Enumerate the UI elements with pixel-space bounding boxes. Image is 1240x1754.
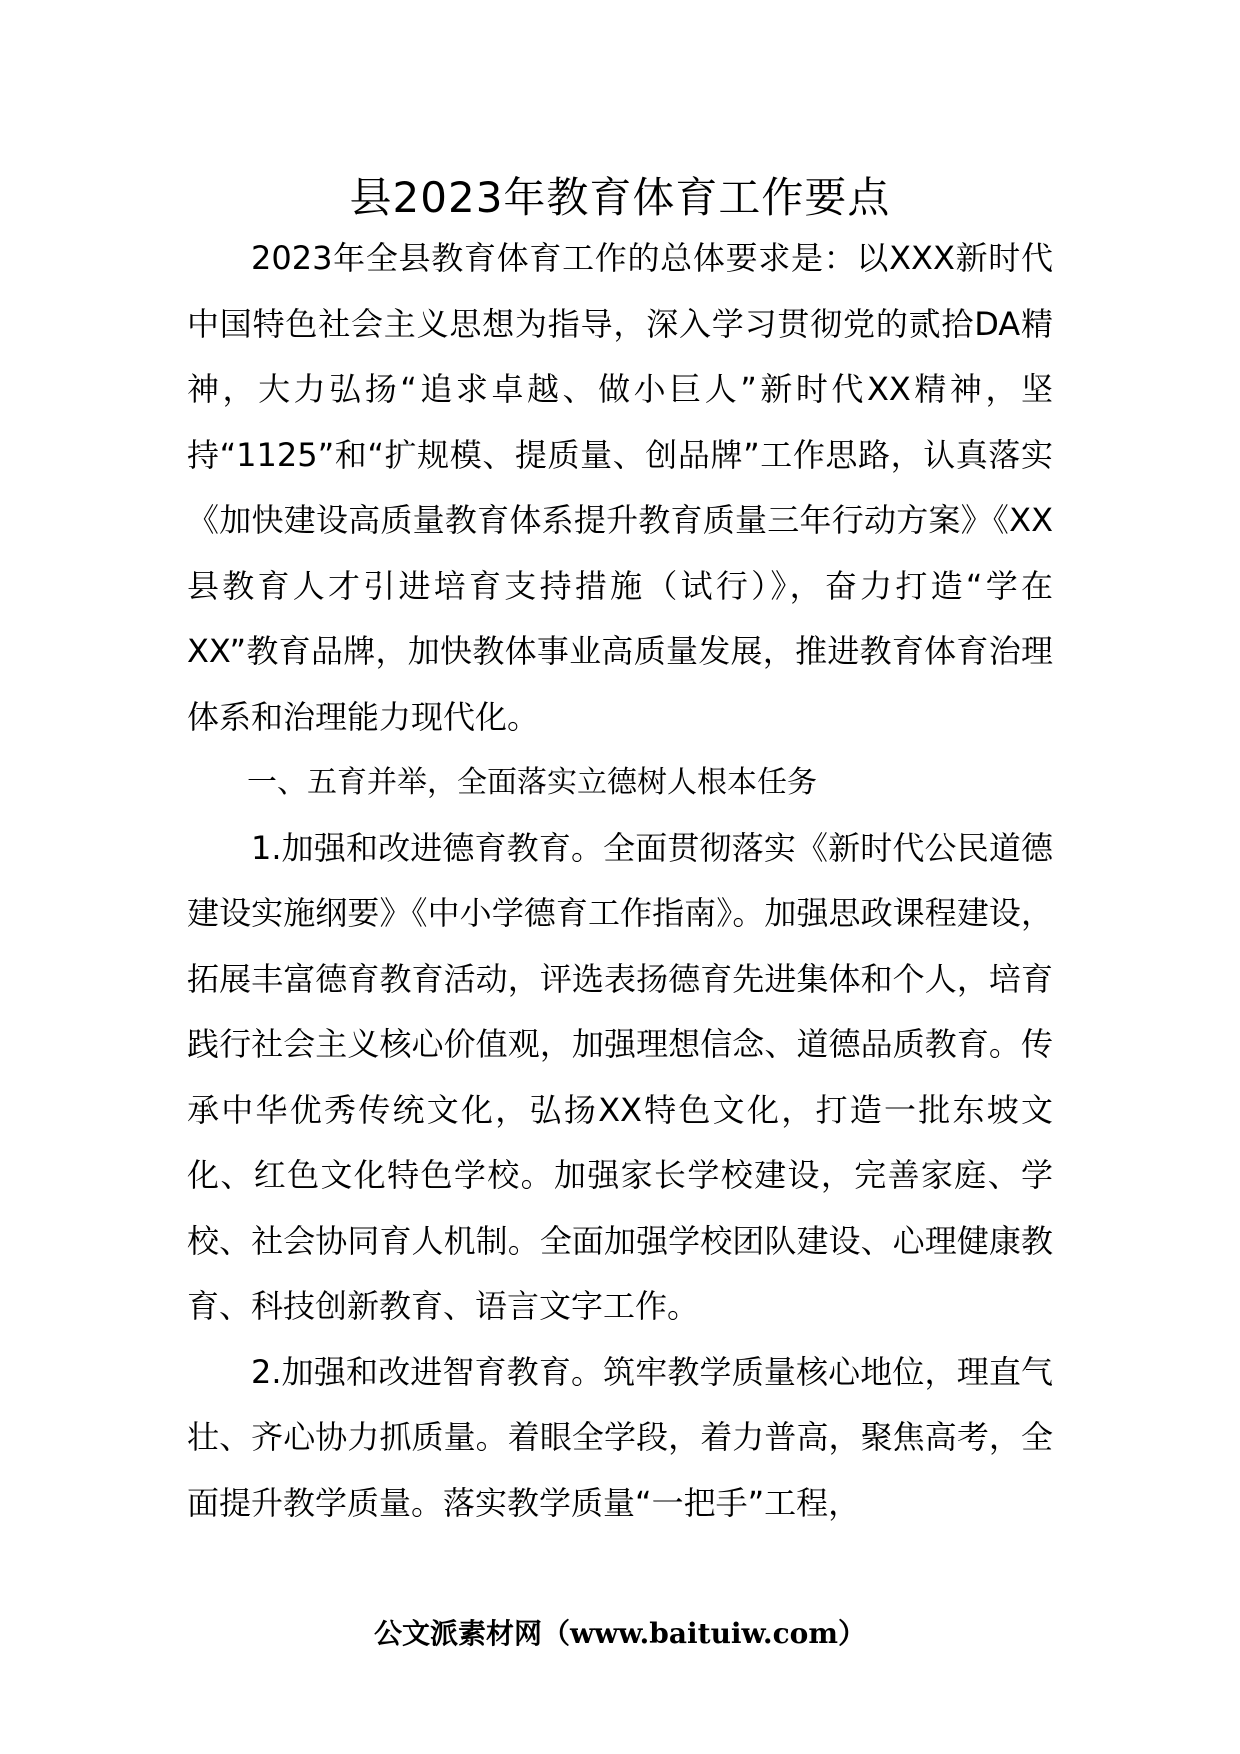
section-heading: 一、五育并举，全面落实立德树人根本任务 [247, 765, 817, 800]
paragraph-intellectual-education: 2.加强和改进智育教育。筑牢教学质量核心地位，理直气壮、齐心协力抓质量。着眼全学段，着力普高，聚焦高考，全面提升教学质量。落实教学质量“一把手”工程， [187, 1352, 1053, 1522]
document-body [187, 226, 1053, 1536]
document-title: 县2023年教育体育工作要点 [349, 173, 891, 222]
footer-watermark: 公文派素材网（www.baituiw.com） [374, 1617, 866, 1650]
intro-paragraph: 2023年全县教育体育工作的总体要求是：以XXX新时代中国特色社会主义思想为指导，深入学习贯彻党的贰拾DA精神，大力弘扬“追求卓越、做小巨人”新时代XX精神，坚持“1125”和“扩规模、提质量、创品牌”工作思路，认真落实《加快建设高质量教育体系提升教育质量三年行动方案》《XX县教育人才引进培育支持措施（试行）》，奋力打造“学在XX”教育品牌，加快教体事业高质量发展，推进教育体育治理体系和治理能力现代化。 [187, 239, 1053, 736]
paragraph-moral-education: 1.加强和改进德育教育。全面贯彻落实《新时代公民道德建设实施纲要》《中小学德育工作指南》。加强思政课程建设，拓展丰富德育教育活动，评选表扬德育先进集体和个人，培育践行社会主义核心价值观，加强理想信念、道德品质教育。传承中华优秀传统文化，弘扬XX特色文化，打造一批东坡文化、红色文化特色学校。加强家长学校建设，完善家庭、学校、社会协同育人机制。全面加强学校团队建设、心理健康教育、科技创新教育、语言文字工作。 [187, 828, 1053, 1325]
